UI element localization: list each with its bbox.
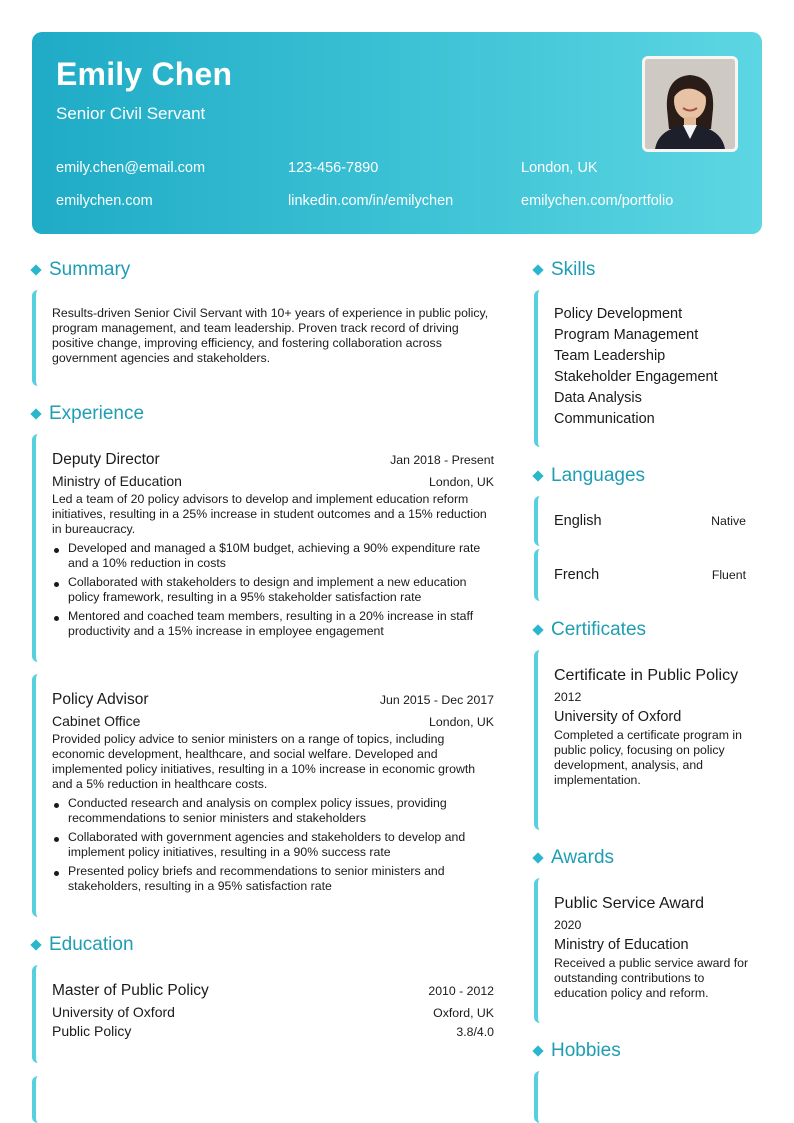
skill-item: Communication (554, 411, 655, 427)
job-role: Deputy Director (52, 451, 160, 468)
section-title-languages: Languages (532, 465, 645, 487)
contact-portfolio[interactable]: emilychen.com/portfolio (521, 193, 674, 209)
list-item: Collaborated with stakeholders to design and implement a new education policy framework, resulting in a 95% stakeholder satisfaction rate (52, 575, 494, 605)
skill-item: Data Analysis (554, 390, 642, 406)
skills-card (534, 290, 762, 447)
job-bullets (52, 541, 494, 639)
contact-linkedin[interactable]: linkedin.com/in/emilychen (288, 193, 454, 209)
edu-dates: 2010 - 2012 (428, 984, 494, 998)
list-item: Developed and managed a $10M budget, achieving a 90% expenditure rate and a 10% reduction in costs (52, 541, 494, 571)
certificate-year: 2012 (554, 690, 582, 704)
diamond-icon (532, 1045, 543, 1056)
certificate-issuer: University of Oxford (554, 709, 682, 725)
skill-item: Team Leadership (554, 348, 666, 364)
profile-photo (642, 56, 738, 152)
section-title-skills: Skills (532, 259, 595, 281)
list-item: Presented policy briefs and recommendations to senior ministers and stakeholders, resulting in a 95% satisfaction rate (52, 864, 494, 894)
hobbies-card (534, 1071, 762, 1123)
award-title: Public Service Award (554, 895, 704, 912)
diamond-icon (532, 852, 543, 863)
education-item (32, 965, 494, 1063)
list-item: Conducted research and analysis on complex policy issues, providing recommendations to senior ministers and stakeholders (52, 796, 494, 826)
certificate-item (534, 650, 762, 830)
skill-item: Program Management (554, 327, 699, 343)
job-dates: Jan 2018 - Present (390, 453, 494, 467)
edu-degree: Master of Public Policy (52, 982, 209, 999)
certificate-title: Certificate in Public Policy (554, 667, 739, 684)
candidate-title: Senior Civil Servant (56, 104, 206, 123)
language-level: Fluent (711, 568, 746, 582)
section-title-awards: Awards (532, 847, 614, 869)
education-item-empty (32, 1076, 494, 1123)
list-item: Mentored and coached team members, resulting in a 20% increase in staff productivity and a 15% increase in employee engagement (52, 609, 494, 639)
summary-card (32, 290, 494, 386)
diamond-icon (532, 264, 543, 275)
job-bullets (52, 796, 494, 894)
section-title-experience: Experience (30, 403, 144, 425)
summary-text: Results-driven Senior Civil Servant with 10+ years of experience in public policy, program management, and team leadership. Proven track record of driving positive change, improving efficiency, and fostering collaboration across government agencies and stakeholders. (52, 306, 489, 365)
job-dates: Jun 2015 - Dec 2017 (379, 693, 494, 707)
language-item (534, 549, 762, 601)
award-item (534, 878, 762, 1023)
award-year: 2020 (554, 918, 582, 932)
experience-item (32, 674, 494, 917)
candidate-name: Emily Chen (56, 56, 233, 92)
job-location: London, UK (429, 715, 494, 729)
job-location: London, UK (429, 475, 494, 489)
job-role: Policy Advisor (52, 691, 149, 708)
job-org: Ministry of Education (52, 473, 182, 489)
skill-item: Stakeholder Engagement (554, 369, 718, 385)
section-title-hobbies: Hobbies (532, 1040, 621, 1062)
diamond-icon (532, 470, 543, 481)
job-org: Cabinet Office (52, 713, 141, 729)
diamond-icon (30, 408, 41, 419)
language-item (534, 496, 762, 546)
diamond-icon (532, 624, 543, 635)
list-item: Collaborated with government agencies and stakeholders to develop and implement policy initiatives, resulting in a 90% success rate (52, 830, 494, 860)
edu-location: Oxford, UK (433, 1006, 494, 1020)
language-name: English (554, 513, 602, 529)
section-title-summary: Summary (30, 259, 130, 281)
language-level: Native (711, 514, 746, 528)
award-description: Received a public service award for outstanding contributions to education policy and reform. (554, 956, 749, 1000)
skill-item: Policy Development (554, 306, 683, 322)
diamond-icon (30, 939, 41, 950)
job-description: Provided policy advice to senior ministers on a range of topics, including economic development, healthcare, and social welfare. Developed and implemented policy initiatives, resulting in a 10% increase in economic growth and a 5% reduction in healthcare costs. (52, 732, 476, 791)
experience-item (32, 434, 494, 662)
award-issuer: Ministry of Education (554, 937, 689, 953)
contact-location: London, UK (521, 160, 598, 176)
profile-photo-image (645, 59, 735, 149)
contact-email[interactable]: emily.chen@email.com (56, 160, 206, 176)
section-title-education: Education (30, 934, 134, 956)
language-name: French (554, 567, 600, 583)
certificate-description: Completed a certificate program in public policy, focusing on policy development, analysis, and implementation. (554, 728, 742, 787)
contact-website[interactable]: emilychen.com (56, 193, 153, 209)
diamond-icon (30, 264, 41, 275)
resume-header (32, 32, 762, 234)
section-title-certificates: Certificates (532, 619, 646, 641)
edu-gpa: 3.8/4.0 (456, 1025, 494, 1039)
job-description: Led a team of 20 policy advisors to develop and implement education reform initiatives, resulting in a 25% increase in student outcomes and a 15% reduction in bureaucracy. (52, 492, 487, 536)
contact-phone[interactable]: 123-456-7890 (288, 160, 379, 176)
edu-field: Public Policy (52, 1023, 132, 1039)
edu-school: University of Oxford (52, 1004, 175, 1020)
